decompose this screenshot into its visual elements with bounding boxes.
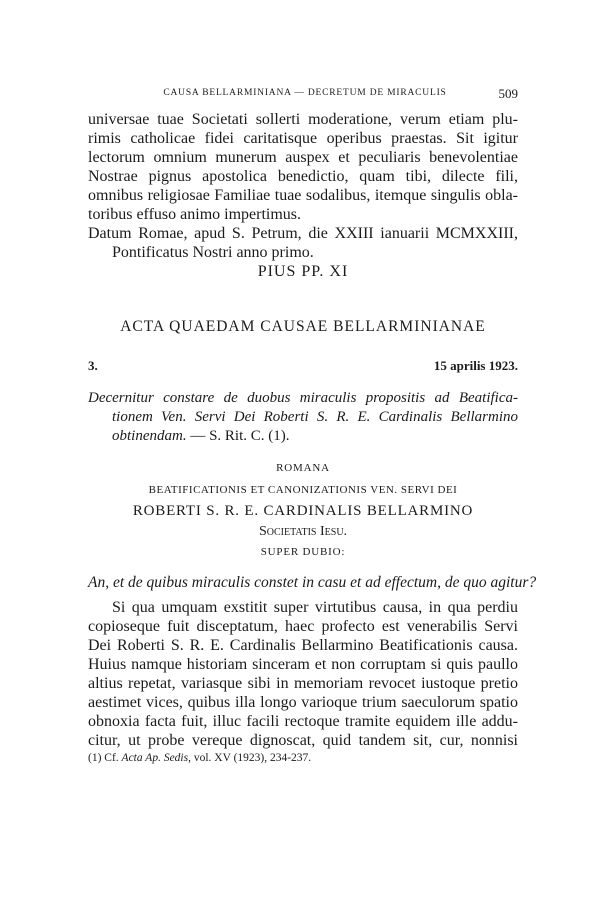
footnote-prefix: (1) Cf.: [88, 752, 122, 764]
dating-clause: [88, 224, 518, 262]
decree-summary: [88, 389, 518, 446]
running-header: CAUSA BELLARMINIANA — DECRETUM DE MIRACULIS: [163, 88, 447, 98]
summary-line: tionem Ven. Servi Dei Roberti S. R. E. Cardinalis Bellarmino: [112, 409, 518, 425]
text-line: Dei Roberti S. R. E. Cardinalis Bellarmino Beatificationis causa.: [88, 637, 518, 654]
papal-signature: PIUS PP. XI: [257, 263, 349, 280]
heading-romana: ROMANA: [276, 462, 330, 474]
summary-line: Decernitur constare de duobus miraculis propositis ad Beatifica-: [88, 390, 518, 406]
footnote-journal: Acta Ap. Sedis: [121, 752, 189, 764]
summary-line: [88, 427, 518, 446]
footnote: [88, 752, 311, 764]
datum-line: Datum Romae, apud S. Petrum, die XXIII ianuarii MCMXXIII,: [88, 225, 518, 242]
text-line: copioseque fuit disceptatum, haec profecto est venerabilis Servi: [88, 618, 518, 635]
section-date: 15 aprilis 1923.: [433, 358, 518, 373]
text-line: citur, ut probe vereque dignoscat, quid tandem sit, cur, nonnisi: [88, 732, 518, 749]
text-line: Nostrae pignus apostolica benedictio, quam tibi, dilecte fili,: [88, 168, 518, 185]
text-line: omnibus religiosae Familiae tuae sodalibus, itemque singulis obla-: [88, 187, 518, 204]
text-line: Huius namque historiam sinceram et non corruptam si quis paullo: [88, 656, 518, 673]
text-line: lectorum omnium munerum auspex et peculiaris benevolentiae: [88, 149, 518, 166]
text-line: rimis catholicae fidei caritatisque operibus praestas. Sit igitur: [88, 130, 518, 147]
heading-name: ROBERTI S. R. E. CARDINALIS BELLARMINO: [132, 503, 474, 519]
letter-closing-paragraph: [88, 110, 518, 224]
pontificate-line: Pontificatus Nostri anno primo.: [112, 244, 314, 261]
text-line: Si qua umquam exstitit super virtutibus causa, in qua perdiu: [112, 599, 518, 616]
text-line: obnoxia facta fuit, illuc facili rectoque tramite equidem ille addu-: [88, 713, 518, 730]
section-number: 3.: [88, 358, 98, 373]
summary-rest: — S. Rit. C. (1).: [186, 428, 290, 444]
text-line: altius repetat, variasque sibi in memoriam revocet iustoque pretio: [88, 675, 518, 692]
body-paragraph: [88, 598, 518, 750]
page-number: 509: [498, 86, 518, 101]
text-line: universae tuae Societati sollerti moderatione, verum etiam plu-: [88, 111, 518, 128]
text-line: aestimet vices, quibus illa longo varioque trium saeculorum spatio: [88, 694, 518, 711]
dubium-question: An, et de quibus miraculis constet in casu et ad effectum, de quo agitur?: [88, 574, 537, 591]
footnote-rest: , vol. XV (1923), 234-237.: [188, 752, 312, 764]
heading-super-dubio: SUPER DUBIO:: [260, 546, 346, 558]
heading-beatification: BEATIFICATIONIS ET CANONIZATIONIS VEN. SERVI DEI: [148, 484, 458, 496]
heading-society: Societatis Iesu.: [258, 524, 348, 539]
section-title: ACTA QUAEDAM CAUSAE BELLARMINIANAE: [120, 318, 486, 335]
summary-italic: obtinendam.: [112, 428, 187, 444]
text-line: toribus effuso animo impertimus.: [88, 206, 302, 223]
